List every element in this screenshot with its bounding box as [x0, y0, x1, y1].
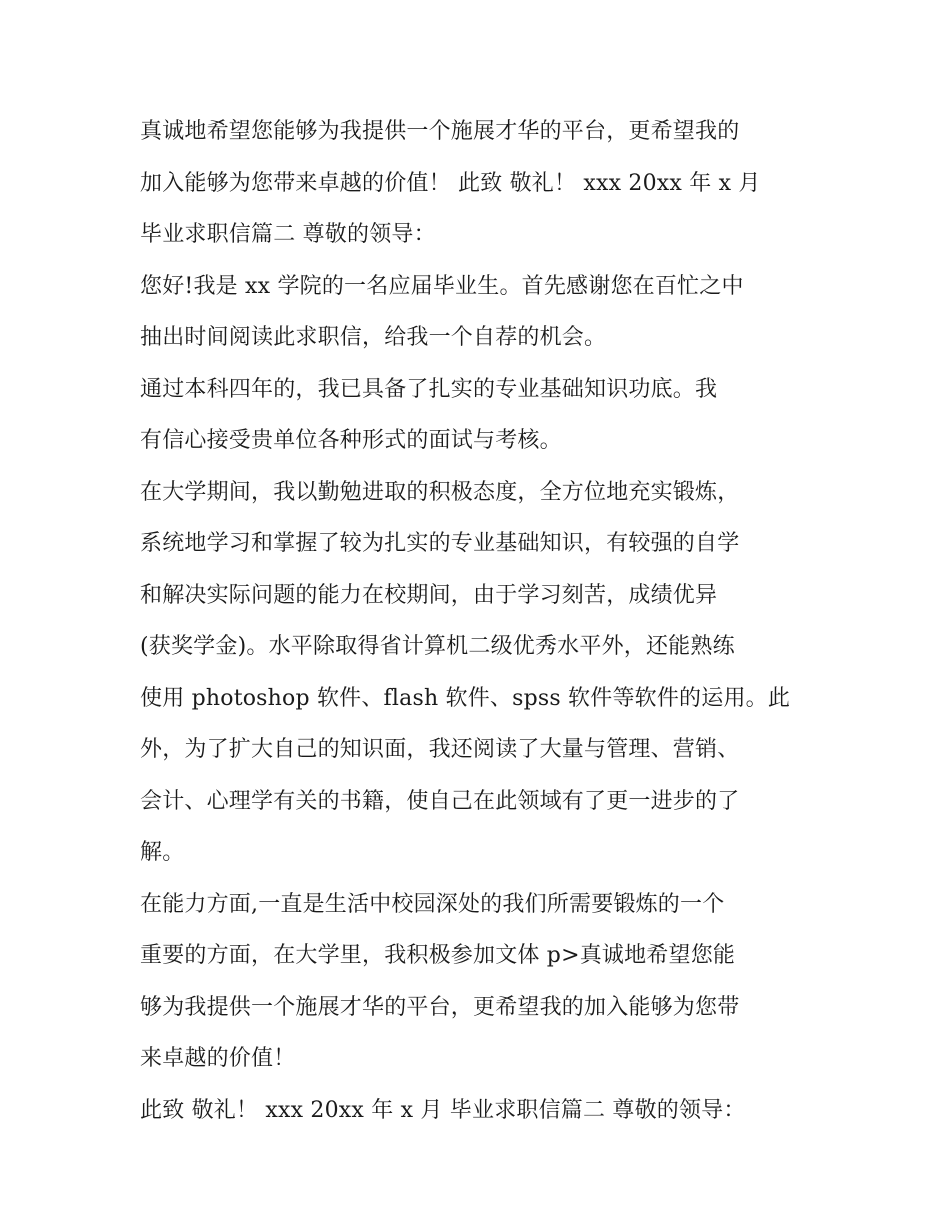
text-line-12: 使用 photoshop 软件、flash 软件、spss 软件等软件的运用。此 [140, 685, 791, 711]
text-line-15: 解。 [140, 840, 185, 865]
text-line-14: 会计、心理学有关的书籍，使自己在此领域有了更一进步的了 [140, 788, 740, 814]
text-line-10: 和解决实际问题的能力在校期间，由于学习刻苦，成绩优异 [140, 582, 718, 608]
text-line-6: 通过本科四年的，我已具备了扎实的专业基础知识功底。我 [140, 376, 718, 402]
text-line-11: (获奖学金)。水平除取得省计算机二级优秀水平外，还能熟练 [140, 634, 735, 659]
text-line-16: 在能力方面,一直是生活中校园深处的我们所需要锻炼的一个 [140, 891, 725, 917]
text-line-8: 在大学期间，我以勤勉进取的积极态度，全方位地充实锻炼， [140, 479, 740, 505]
text-line-18: 够为我提供一个施展才华的平台，更希望我的加入能够为您带 [140, 994, 740, 1020]
text-line-20: 此致 敬礼！ xxx 20xx 年 x 月 毕业求职信篇二 尊敬的领导： [140, 1097, 746, 1123]
text-line-3: 毕业求职信篇二 尊敬的领导： [140, 222, 436, 247]
text-line-17: 重要的方面，在大学里，我积极参加文体 p>真诚地希望您能 [140, 943, 736, 968]
text-line-13: 外，为了扩大自己的知识面，我还阅读了大量与管理、营销、 [140, 737, 740, 762]
text-line-1: 真诚地希望您能够为我提供一个施展才华的平台，更希望我的 [140, 119, 740, 144]
text-line-19: 来卓越的价值！ [140, 1046, 296, 1071]
text-line-7: 有信心接受贵单位各种形式的面试与考核。 [140, 428, 562, 453]
letter-body [140, 106, 820, 1136]
text-line-4: 您好!我是 xx 学院的一名应届毕业生。首先感谢您在百忙之中 [140, 273, 744, 299]
text-line-2: 加入能够为您带来卓越的价值！ 此致 敬礼！ xxx 20xx 年 x 月 [140, 170, 761, 196]
text-line-5: 抽出时间阅读此求职信，给我一个自荐的机会。 [140, 325, 607, 350]
text-line-9: 系统地学习和掌握了较为扎实的专业基础知识，有较强的自学 [140, 531, 740, 556]
